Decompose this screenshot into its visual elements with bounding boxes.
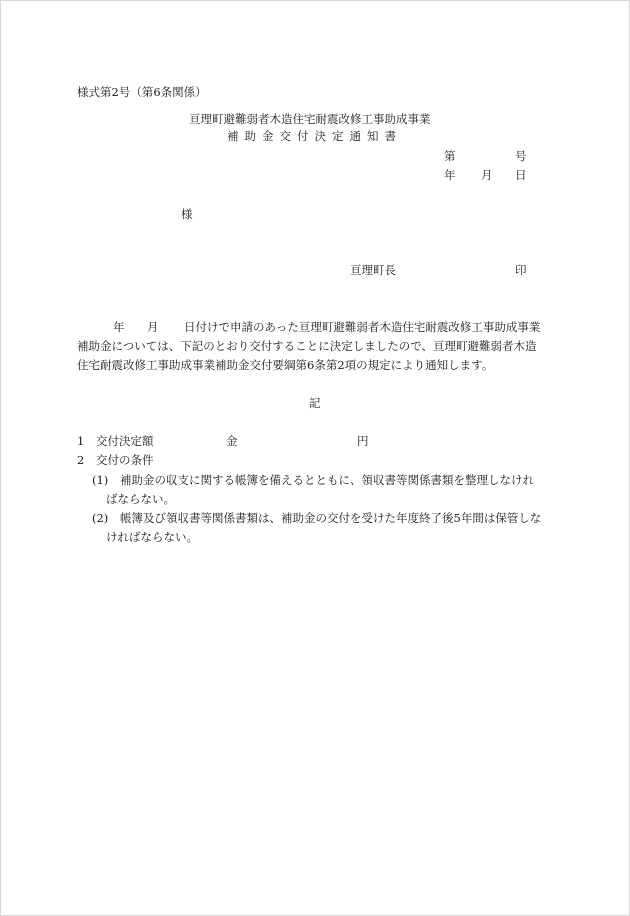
issuer-name: 亘理町長 xyxy=(350,263,396,277)
condition2-number: (2) xyxy=(92,511,109,525)
addressee-sama: 様 xyxy=(181,207,193,221)
item2-number: 2 xyxy=(77,453,85,467)
condition1-line1: 補助金の収支に関する帳簿を備えるとともに、領収書等関係書類を整理しなけれ xyxy=(120,473,534,487)
date-month: 月 xyxy=(481,168,493,182)
title-line1: 亘理町避難弱者木造住宅耐震改修工事助成事業 xyxy=(189,112,431,126)
title-line2: 補助金交付決定通知書 xyxy=(227,129,402,143)
item1-number: 1 xyxy=(77,434,85,448)
doc-number-go: 号 xyxy=(515,149,527,163)
date-year: 年 xyxy=(444,168,456,182)
condition1-line2: ばならない。 xyxy=(106,492,175,506)
body-month: 月 xyxy=(147,320,159,334)
condition2-line1: 帳簿及び領収書等関係書類は、補助金の交付を受けた年度終了後5年間は保管しな xyxy=(120,511,542,525)
body-year: 年 xyxy=(113,320,125,334)
ki-heading: 記 xyxy=(309,396,321,410)
body-line3: 住宅耐震改修工事助成事業補助金交付要綱第6条第2項の規定により通知します。 xyxy=(77,358,494,372)
item1-yen: 円 xyxy=(357,434,369,448)
condition1-number: (1) xyxy=(92,473,109,487)
date-day: 日 xyxy=(515,168,527,182)
body-line2: 補助金については、下記のとおり交付することに決定しましたので、亘理町避難弱者木造 xyxy=(77,339,537,353)
item1-label: 交付決定額 xyxy=(96,434,154,448)
issuer-seal: 印 xyxy=(515,263,527,277)
item1-kin: 金 xyxy=(226,434,238,448)
condition2-line2: ければならない。 xyxy=(106,530,198,544)
item2-label: 交付の条件 xyxy=(96,453,154,467)
form-label: 様式第2号（第6条関係） xyxy=(77,85,207,99)
doc-number-dai: 第 xyxy=(444,149,456,163)
body-line1: 日付けで申請のあった亘理町避難弱者木造住宅耐震改修工事助成事業 xyxy=(184,320,541,334)
